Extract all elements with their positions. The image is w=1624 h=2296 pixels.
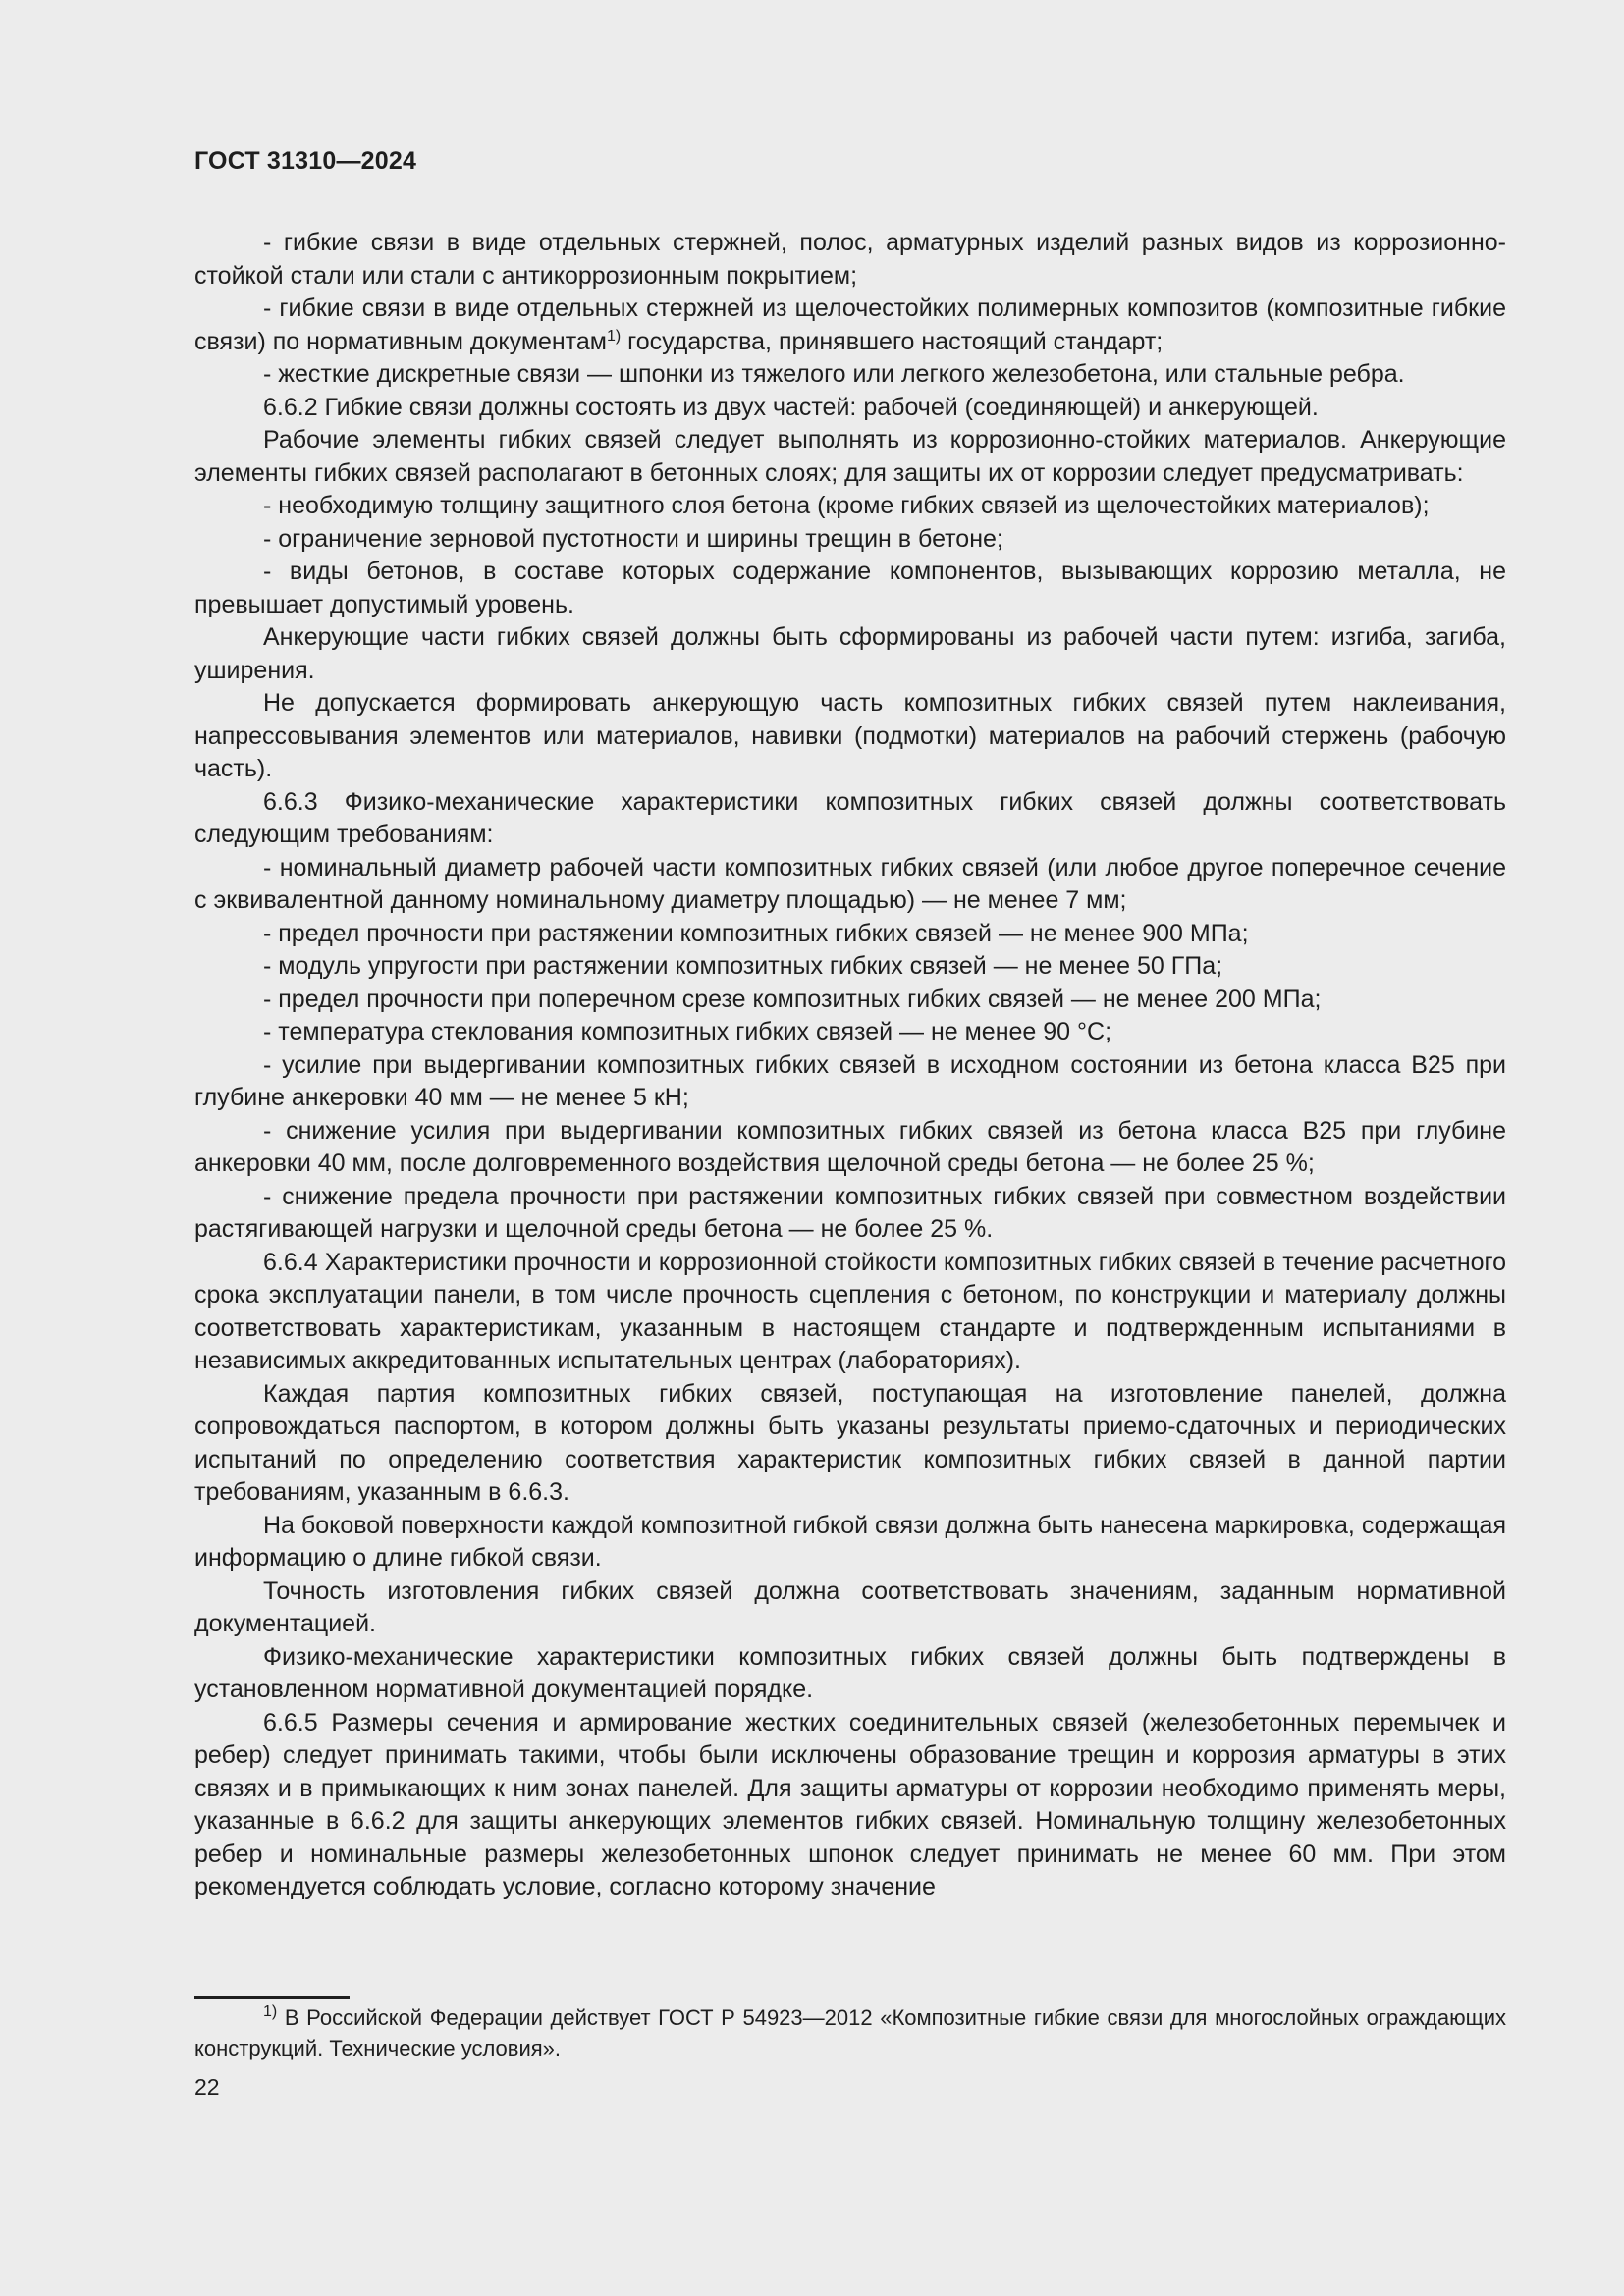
paragraph: - модуль упругости при растяжении композитных гибких связей — не менее 50 ГПа; xyxy=(263,952,1223,980)
paragraph: На боковой поверхности каждой композитной гибкой связи должна быть нанесена маркировка, содержащая информацию о длине гибкой связи. xyxy=(194,1511,1506,1572)
paragraph: - предел прочности при поперечном срезе композитных гибких связей — не менее 200 МПа; xyxy=(263,985,1322,1013)
footnote-paragraph xyxy=(194,2002,1506,2063)
footnote-divider xyxy=(194,1996,350,1999)
paragraph-text: - гибкие связи в виде отдельных стержней из щелочестойких полимерных композитов (композитные гибкие связи) по нормативным документам xyxy=(194,294,1506,355)
paragraph xyxy=(194,293,1506,358)
paragraph: 6.6.5 Размеры сечения и армирование жестких соединительных связей (железобетонных перемычек и ребер) следует принимать такими, чтобы были исключены образование трещин и коррозия арматуры в этих связях и в примыкающих к ним зонах панелей. Для защиты арматуры от коррозии необходимо применять меры, указанные в 6.6.2 для защиты анкерующих элементов гибких связей. Номинальную толщину железобетонных ребер и номинальные размеры железобетонных шпонок следует принимать не менее 60 мм. При этом рекомендуется соблюдать условие, согласно которому значение xyxy=(194,1708,1506,1900)
paragraph: Рабочие элементы гибких связей следует выполнять из коррозионно-стойких материалов. Анкерующие элементы гибких связей располагают в бетонных слоях; для защиты их от коррозии следует предусматривать: xyxy=(194,426,1506,487)
paragraph: 6.6.2 Гибкие связи должны состоять из двух частей: рабочей (соединяющей) и анкерующей. xyxy=(263,393,1319,421)
paragraph: Не допускается формировать анкерующую часть композитных гибких связей путем наклеивания, напрессовывания элементов или материалов, навивки (подмотки) материалов на рабочий стержень (рабочую часть). xyxy=(194,689,1506,782)
paragraph: Каждая партия композитных гибких связей, поступающая на изготовление панелей, должна сопровождаться паспортом, в котором должны быть указаны результаты приемо-сдаточных и периодических испытаний по определению соответствия характеристик композитных гибких связей в данной партии требованиям, указанным в 6.6.3. xyxy=(194,1379,1506,1506)
footnote-reference: 1) xyxy=(606,327,622,345)
paragraph: 6.6.4 Характеристики прочности и коррозионной стойкости композитных гибких связей в течение расчетного срока эксплуатации панели, в том числе прочность сцепления с бетоном, по конструкции и материалу должны соответствовать характеристикам, указанным в настоящем стандарте и подтвержденным испытаниями в независимых аккредитованных испытательных центрах (лабораториях). xyxy=(194,1248,1506,1374)
paragraph: Анкерующие части гибких связей должны быть сформированы из рабочей части путем: изгиба, загиба, уширения. xyxy=(194,623,1506,684)
paragraph: - номинальный диаметр рабочей части композитных гибких связей (или любое другое поперечное сечение с эквивалентной данному номинальному диаметру площадью) — не менее 7 мм; xyxy=(194,853,1506,914)
paragraph: - снижение предела прочности при растяжении композитных гибких связей при совместном воздействии растягивающей нагрузки и щелочной среды бетона — не более 25 %. xyxy=(194,1182,1506,1243)
paragraph: - температура стеклования композитных гибких связей — не менее 90 °С; xyxy=(263,1018,1112,1045)
paragraph: - гибкие связи в виде отдельных стержней, полос, арматурных изделий разных видов из коррозионно-стойкой стали или стали с антикоррозионным покрытием; xyxy=(194,229,1506,290)
paragraph: - необходимую толщину защитного слоя бетона (кроме гибких связей из щелочестойких материалов); xyxy=(263,492,1430,519)
paragraph: - ограничение зерновой пустотности и ширины трещин в бетоне; xyxy=(263,524,1003,553)
footnote-text: В Российской Федерации действует ГОСТ Р 54923—2012 «Композитные гибкие связи для многослойных ограждающих конструкций. Технические условия». xyxy=(194,2005,1506,2060)
document-body xyxy=(194,227,1506,1904)
paragraph: - жесткие дискретные связи — шпонки из тяжелого или легкого железобетона, или стальные ребра. xyxy=(263,360,1405,388)
paragraph: - усилие при выдергивании композитных гибких связей в исходном состоянии из бетона класса В25 при глубине анкеровки 40 мм — не менее 5 кН; xyxy=(194,1050,1506,1111)
paragraph: - снижение усилия при выдергивании композитных гибких связей из бетона класса В25 при глубине анкеровки 40 мм, после долговременного воздействия щелочной среды бетона — не более 25 %; xyxy=(194,1116,1506,1177)
page-number: 22 xyxy=(194,2074,220,2100)
paragraph: - предел прочности при растяжении композитных гибких связей — не менее 900 МПа; xyxy=(263,919,1249,947)
paragraph: 6.6.3 Физико-механические характеристики композитных гибких связей должны соответствовать следующим требованиям: xyxy=(194,787,1506,848)
paragraph-text: государства, принявшего настоящий стандарт; xyxy=(621,327,1164,355)
paragraph: Физико-механические характеристики композитных гибких связей должны быть подтверждены в установленном нормативной документацией порядке. xyxy=(194,1642,1506,1703)
footnote-marker: 1) xyxy=(263,2003,278,2020)
document-code-header: ГОСТ 31310—2024 xyxy=(194,147,417,175)
paragraph: - виды бетонов, в составе которых содержание компонентов, вызывающих коррозию металла, не превышает допустимый уровень. xyxy=(194,558,1506,618)
paragraph: Точность изготовления гибких связей должна соответствовать значениям, заданным нормативной документацией. xyxy=(194,1576,1506,1637)
footnote xyxy=(194,2002,1506,2063)
